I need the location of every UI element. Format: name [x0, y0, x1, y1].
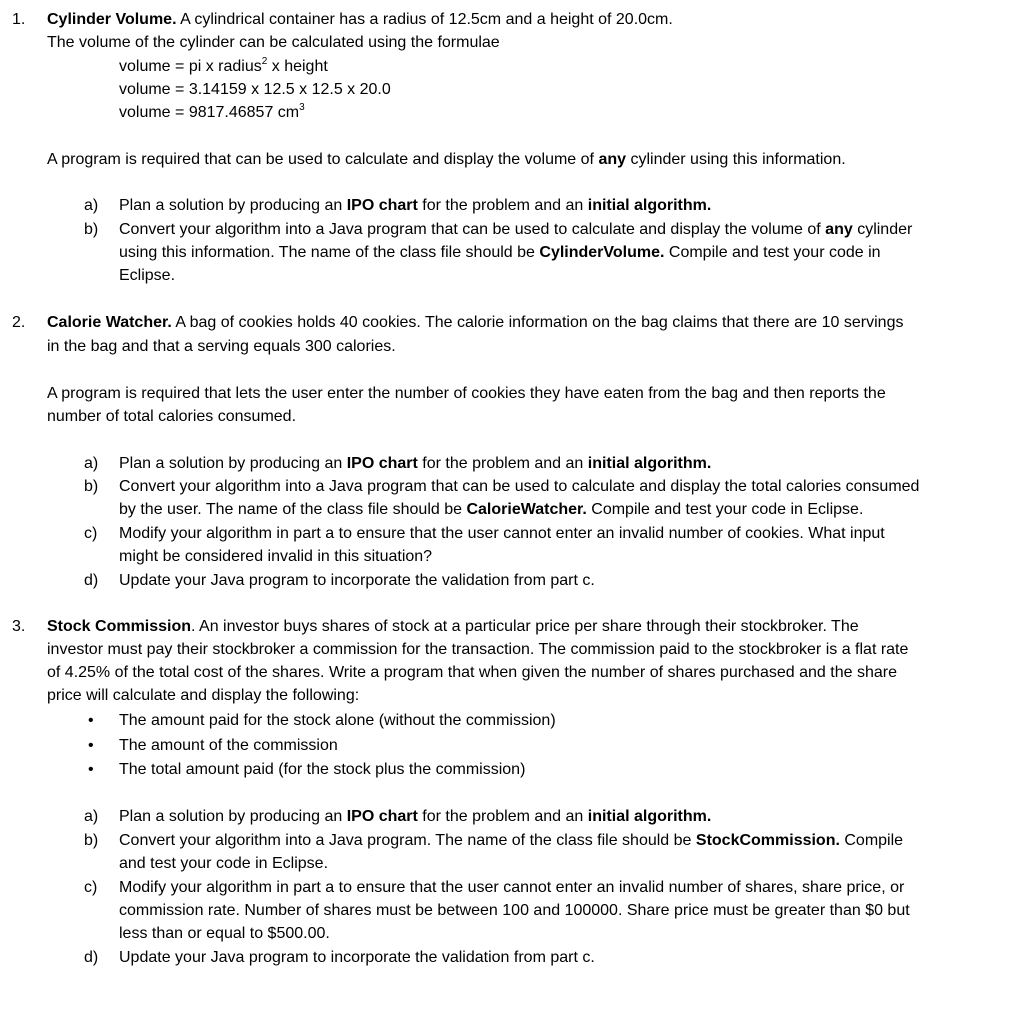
- q3-number: 3.: [12, 618, 26, 635]
- q1-b-line-1: Convert your algorithm into a Java program that can be used to calculate and display the volume of any cylinder: [119, 221, 913, 238]
- q1-requirement: A program is required that can be used to calculate and display the volume of any cylinder using this information.: [47, 151, 846, 168]
- q1-b-label: b): [84, 221, 99, 238]
- q2-c-label: c): [84, 525, 98, 542]
- q2-number: 2.: [12, 314, 26, 331]
- q3-bullet-2-dot: •: [88, 737, 94, 754]
- q2-intro-line-2: in the bag and that a serving equals 300 calories.: [47, 338, 396, 355]
- q1-formula-intro: The volume of the cylinder can be calculated using the formulae: [47, 34, 500, 51]
- q3-a-text: Plan a solution by producing an IPO chart for the problem and an initial algorithm.: [119, 808, 712, 825]
- q3-c-line-1: Modify your algorithm in part a to ensure that the user cannot enter an invalid number of shares, share price, or: [119, 879, 905, 896]
- q1-a-label: a): [84, 197, 99, 214]
- q3-intro-line-2: investor must pay their stockbroker a commission for the transaction. The commission paid to the stockbroker is a flat rate: [47, 641, 909, 658]
- q3-bullet-1: The amount paid for the stock alone (without the commission): [119, 712, 556, 729]
- q1-formula-2: volume = 3.14159 x 12.5 x 12.5 x 20.0: [119, 81, 391, 98]
- q1-formula-3: volume = 9817.46857 $cm^3$: [119, 102, 305, 121]
- q2-d-label: d): [84, 572, 99, 589]
- q2-b-label: b): [84, 478, 99, 495]
- q3-c-line-3: less than or equal to $500.00.: [119, 925, 330, 942]
- q3-intro-line-1: Stock Commission. An investor buys shares of stock at a particular price per share through their stockbroker. The: [47, 618, 859, 635]
- q3-bullet-1-dot: •: [88, 712, 94, 729]
- q3-b-line-1: Convert your algorithm into a Java program. The name of the class file should be StockCommission. Compile: [119, 832, 904, 849]
- q1-number: 1.: [12, 11, 26, 28]
- q3-c-label: c): [84, 879, 98, 896]
- q1-intro-line: Cylinder Volume. A cylindrical container has a radius of 12.5cm and a height of 20.0cm.: [47, 11, 673, 28]
- q1-title: Cylinder Volume.: [47, 11, 177, 28]
- q1-b-line-2: using this information. The name of the class file should be CylinderVolume. Compile and test your code in: [119, 244, 881, 261]
- q2-a-text: Plan a solution by producing an IPO chart for the problem and an initial algorithm.: [119, 455, 712, 472]
- q3-bullet-2: The amount of the commission: [119, 737, 338, 754]
- q2-intro-line-1: Calorie Watcher. A bag of cookies holds 40 cookies. The calorie information on the bag claims that there are 10 servings: [47, 314, 904, 331]
- q2-d-line-1: Update your Java program to incorporate the validation from part c.: [119, 572, 595, 589]
- q3-b-label: b): [84, 832, 99, 849]
- q3-d-label: d): [84, 949, 99, 966]
- q2-c-line-1: Modify your algorithm in part a to ensure that the user cannot enter an invalid number of cookies. What input: [119, 525, 885, 542]
- q2-b-line-1: Convert your algorithm into a Java program that can be used to calculate and display the total calories consumed: [119, 478, 920, 495]
- q2-title: Calorie Watcher.: [47, 314, 172, 331]
- q1-b-line-3: Eclipse.: [119, 267, 176, 284]
- q3-intro-line-3: of 4.25% of the total cost of the shares. Write a program that when given the number of shares purchased and the share: [47, 664, 897, 681]
- q3-bullet-3: The total amount paid (for the stock plus the commission): [119, 761, 526, 778]
- q2-b-line-2: by the user. The name of the class file should be CalorieWatcher. Compile and test your code in Eclipse.: [119, 501, 864, 518]
- q1-formula-1: volume = pi x radius$^2$ x height: [119, 56, 328, 75]
- q2-requirement-1: A program is required that lets the user enter the number of cookies they have eaten from the bag and then reports the: [47, 385, 886, 402]
- q3-bullet-3-dot: •: [88, 761, 94, 778]
- q2-c-line-2: might be considered invalid in this situation?: [119, 548, 433, 565]
- q1-a-text: Plan a solution by producing an IPO chart for the problem and an initial algorithm.: [119, 197, 712, 214]
- q3-a-label: a): [84, 808, 99, 825]
- q3-b-line-2: and test your code in Eclipse.: [119, 855, 329, 872]
- q3-c-line-2: commission rate. Number of shares must be between 100 and 100000. Share price must be greater than $0 but: [119, 902, 910, 919]
- q3-d-line-1: Update your Java program to incorporate the validation from part c.: [119, 949, 595, 966]
- q2-requirement-2: number of total calories consumed.: [47, 408, 297, 425]
- q3-intro-line-4: price will calculate and display the following:: [47, 687, 360, 704]
- q2-a-label: a): [84, 455, 99, 472]
- q3-title: Stock Commission: [47, 618, 192, 635]
